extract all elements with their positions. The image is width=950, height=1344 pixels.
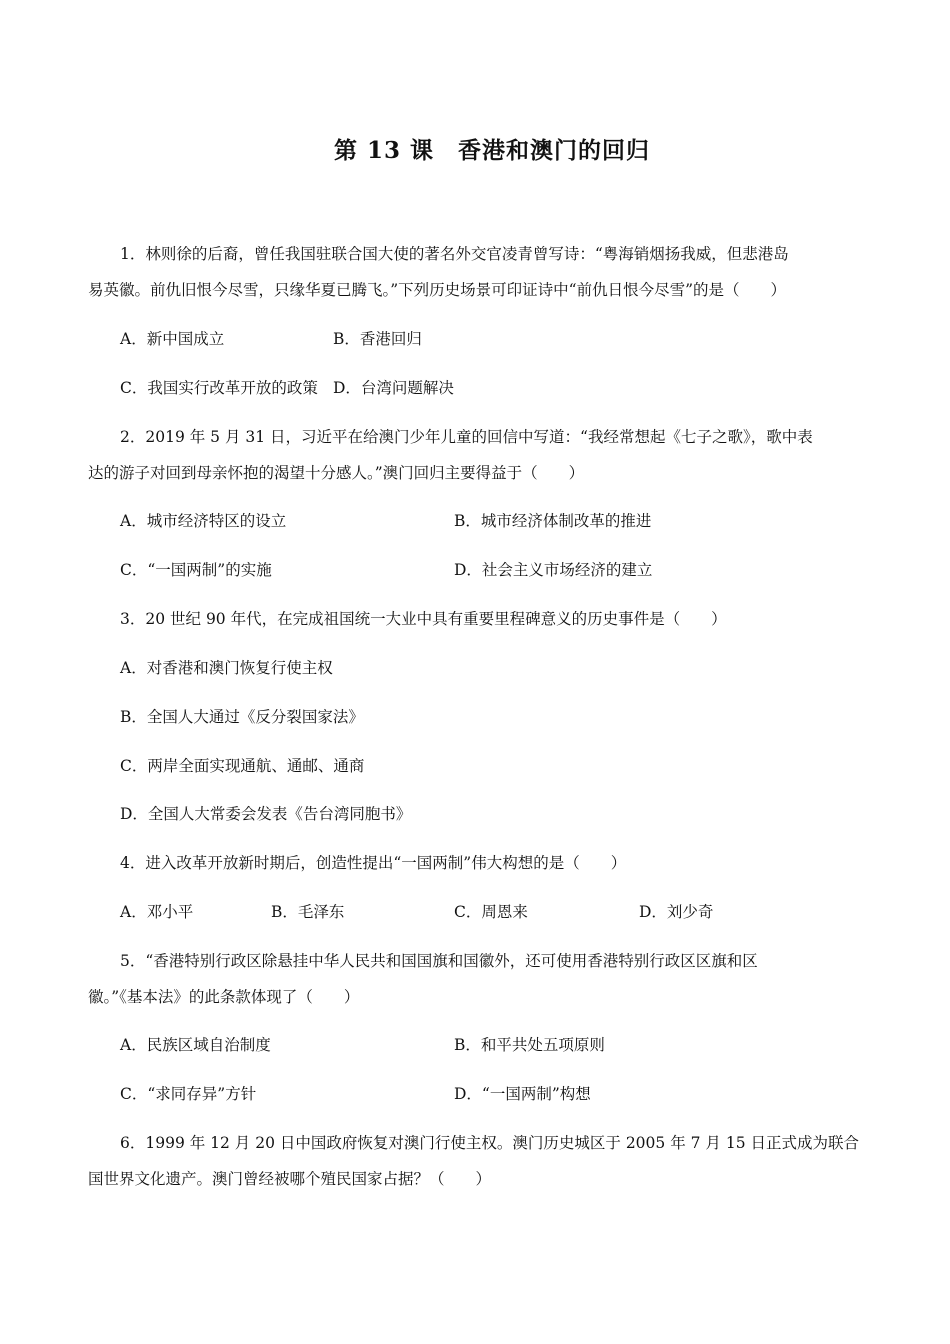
question-5-stem-line-2: 徽。”《基本法》的此条款体现了（ ） — [88, 988, 360, 1006]
page-title: 第 13 课 香港和澳门的回归 — [333, 137, 651, 164]
question-4-stem-line-1: 4．进入改革开放新时期后，创造性提出“一国两制”伟大构想的是（ ） — [120, 854, 627, 872]
question-2-stem-line-1: 2．2019 年 5 月 31 日，习近平在给澳门少年儿童的回信中写道：“我经常想起《七子之歌》，歌中表 — [120, 428, 813, 446]
question-2-option-c[interactable]: C．“一国两制”的实施 — [120, 561, 272, 579]
question-3-option-c[interactable]: C．两岸全面实现通航、通邮、通商 — [120, 757, 365, 775]
question-3-option-a[interactable]: A．对香港和澳门恢复行使主权 — [120, 659, 333, 677]
question-5-stem-line-1: 5．“香港特别行政区除悬挂中华人民共和国国旗和国徽外，还可使用香港特别行政区区旗和区 — [120, 952, 758, 970]
question-6-stem-line-1: 6．1999 年 12 月 20 日中国政府恢复对澳门行使主权。澳门历史城区于 2005 年 7 月 15 日正式成为联合 — [120, 1134, 859, 1152]
question-1-option-d[interactable]: D．台湾问题解决 — [333, 379, 454, 397]
question-5-option-a[interactable]: A．民族区域自治制度 — [120, 1036, 271, 1054]
question-6-stem-line-2: 国世界文化遗产。澳门曾经被哪个殖民国家占据？（ ） — [88, 1170, 492, 1188]
question-4-option-d[interactable]: D．刘少奇 — [639, 903, 714, 921]
question-2-option-d[interactable]: D．社会主义市场经济的建立 — [454, 561, 653, 579]
question-2-option-a[interactable]: A．城市经济特区的设立 — [120, 512, 287, 530]
question-5-option-c[interactable]: C．“求同存异”方针 — [120, 1085, 257, 1103]
question-5-option-d[interactable]: D．“一国两制”构想 — [454, 1085, 591, 1103]
question-1-option-b[interactable]: B．香港回归 — [333, 330, 422, 348]
question-1-stem-line-2: 易英徽。前仇旧恨今尽雪，只缘华夏已腾飞。”下列历史场景可印证诗中“前仇日恨今尽雪”的是（ ） — [88, 281, 787, 299]
question-4-option-a[interactable]: A．邓小平 — [120, 903, 194, 921]
question-4-option-c[interactable]: C．周恩来 — [454, 903, 528, 921]
question-1-option-c[interactable]: C．我国实行改革开放的政策 — [120, 379, 318, 397]
question-3-stem-line-1: 3．20 世纪 90 年代，在完成祖国统一大业中具有重要里程碑意义的历史事件是（ ） — [120, 610, 727, 628]
question-2-option-b[interactable]: B．城市经济体制改革的推进 — [454, 512, 652, 530]
question-3-option-d[interactable]: D．全国人大常委会发表《告台湾同胞书》 — [120, 805, 412, 823]
question-5-option-b[interactable]: B．和平共处五项原则 — [454, 1036, 605, 1054]
question-3-option-b[interactable]: B．全国人大通过《反分裂国家法》 — [120, 708, 364, 726]
question-2-stem-line-2: 达的游子对回到母亲怀抱的渴望十分感人。”澳门回归主要得益于（ ） — [88, 464, 585, 482]
question-4-option-b[interactable]: B．毛泽东 — [271, 903, 345, 921]
question-1-stem-line-1: 1．林则徐的后裔，曾任我国驻联合国大使的著名外交官凌青曾写诗：“粤海销烟扬我威，但悲港岛 — [120, 245, 789, 263]
question-1-option-a[interactable]: A．新中国成立 — [120, 330, 225, 348]
